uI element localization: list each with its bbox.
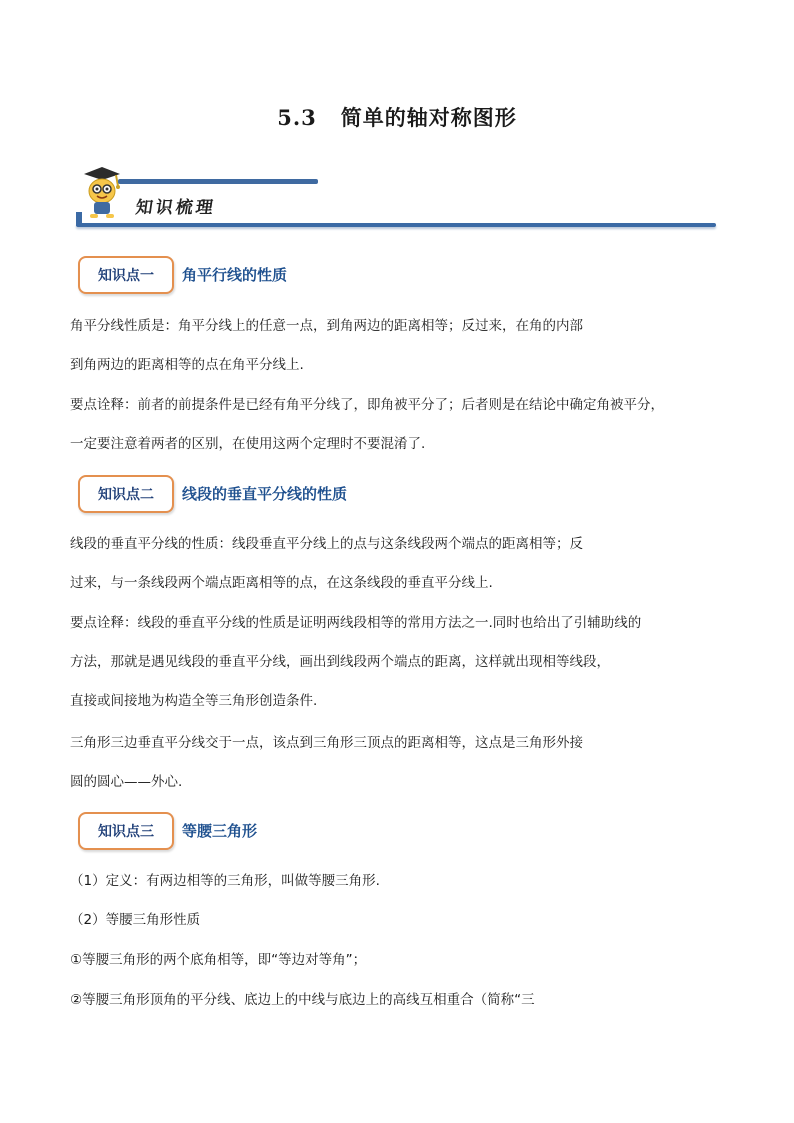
paragraph-line: （1）定义：有两边相等的三角形，叫做等腰三角形. — [70, 873, 380, 889]
knowledge-point-title: 角平行线的性质 — [182, 266, 288, 284]
knowledge-point-tag: 知识点二 — [78, 475, 174, 513]
knowledge-point-title: 线段的垂直平分线的性质 — [182, 485, 348, 503]
paragraph-line: 到角两边的距离相等的点在角平分线上. — [70, 357, 304, 373]
paragraph-line: ①等腰三角形的两个底角相等，即“等边对等角”； — [70, 952, 367, 968]
banner-bottom-rule — [76, 223, 716, 227]
banner-label: 知识梳理 — [134, 198, 218, 218]
knowledge-point-title: 等腰三角形 — [182, 822, 258, 840]
paragraph-line: 三角形三边垂直平分线交于一点，该点到三角形三顶点的距离相等，这点是三角形外接 — [70, 735, 583, 751]
student-mascot-icon — [76, 164, 124, 220]
paragraph-line: （2）等腰三角形性质 — [70, 912, 201, 928]
page-title — [0, 102, 794, 132]
paragraph-line: 要点诠释：前者的前提条件是已经有角平分线了，即角被平分了；后者则是在结论中确定角被平分， — [70, 397, 664, 413]
banner-top-rule — [118, 179, 318, 184]
paragraph-line: ②等腰三角形顶角的平分线、底边上的中线与底边上的高线互相重合（简称“三 — [70, 992, 535, 1008]
knowledge-point-tag: 知识点一 — [78, 256, 174, 294]
paragraph-line: 角平分线性质是：角平分线上的任意一点，到角两边的距离相等；反过来，在角的内部 — [70, 318, 583, 334]
paragraph-line: 要点诠释：线段的垂直平分线的性质是证明两线段相等的常用方法之一.同时也给出了引辅助线的 — [70, 615, 642, 631]
paragraph-line: 直接或间接地为构造全等三角形创造条件. — [70, 693, 318, 709]
knowledge-point-tag: 知识点三 — [78, 812, 174, 850]
paragraph-line: 一定要注意着两者的区别，在使用这两个定理时不要混淆了. — [70, 436, 426, 452]
paragraph-line: 过来，与一条线段两个端点距离相等的点，在这条线段的垂直平分线上. — [70, 575, 493, 591]
paragraph-line: 圆的圆心——外心. — [70, 774, 183, 790]
section-title: 简单的轴对称图形 — [340, 105, 517, 130]
section-number: 5.3 — [277, 105, 317, 130]
paragraph-line: 方法，那就是遇见线段的垂直平分线，画出到线段两个端点的距离，这样就出现相等线段， — [70, 654, 610, 670]
knowledge-summary-banner — [76, 160, 718, 232]
paragraph-line: 线段的垂直平分线的性质：线段垂直平分线上的点与这条线段两个端点的距离相等；反 — [70, 536, 583, 552]
